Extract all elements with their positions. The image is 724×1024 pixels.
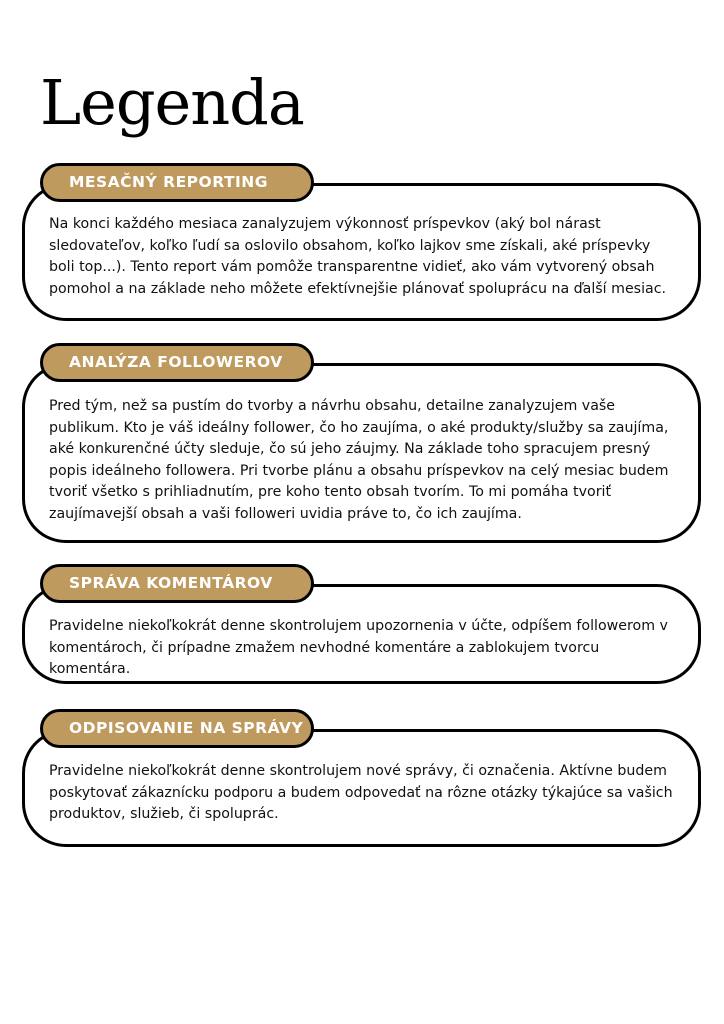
section-body-text: Na konci každého mesiaca zanalyzujem výkonnosť príspevkov (aký bol nárast sledovateľov, koľko ľudí sa oslovilo obsahom, koľko lajkov sme získali, aké príspevky boli top...). Tento report vám pomôže transparentne vidieť, ako vám vytvorený obsah pomohol a na základe neho môžete efektívnejšie plánovať spoluprácu na ďalší mesiac. — [49, 216, 667, 297]
section-box — [22, 183, 701, 321]
section-heading-badge: MESAČNÝ REPORTING — [40, 163, 314, 202]
section-body-text: Pravidelne niekoľkokrát denne skontrolujem nové správy, či označenia. Aktívne budem poskytovať zákaznícku podporu a budem odpovedať na rôzne otázky týkajúce sa vašich produktov, služieb, či spoluprác. — [49, 763, 673, 823]
section-follower-analysis — [22, 343, 701, 545]
section-message-replies — [22, 709, 701, 849]
section-monthly-reporting — [22, 163, 701, 323]
section-heading-badge: SPRÁVA KOMENTÁROV — [40, 564, 314, 603]
section-box — [22, 363, 701, 543]
section-heading-badge: ODPISOVANIE NA SPRÁVY — [40, 709, 314, 748]
page-title: Legenda — [40, 65, 304, 139]
section-heading-badge: ANALÝZA FOLLOWEROV — [40, 343, 314, 382]
section-body-text: Pravidelne niekoľkokrát denne skontrolujem upozornenia v účte, odpíšem followerom v komentároch, či prípadne zmažem nevhodné komentáre a zablokujem tvorcu komentára. — [49, 618, 668, 678]
section-comment-management — [22, 564, 701, 686]
section-body-text: Pred tým, než sa pustím do tvorby a návrhu obsahu, detailne zanalyzujem vaše publikum. Kto je váš ideálny follower, čo ho zaujíma, o aké produkty/služby sa zaujíma, aké konkurenčné účty sleduje, čo sú jeho záujmy. Na základe toho spracujem presný popis ideálneho followera. Pri tvorbe plánu a obsahu príspevkov na celý mesiac budem tvoriť všetko s prihliadnutím, pre koho tento obsah tvorím. To mi pomáha tvoriť zaujímavejší obsah a vaši followeri uvidia práve to, čo ich zaujíma. — [49, 398, 669, 522]
